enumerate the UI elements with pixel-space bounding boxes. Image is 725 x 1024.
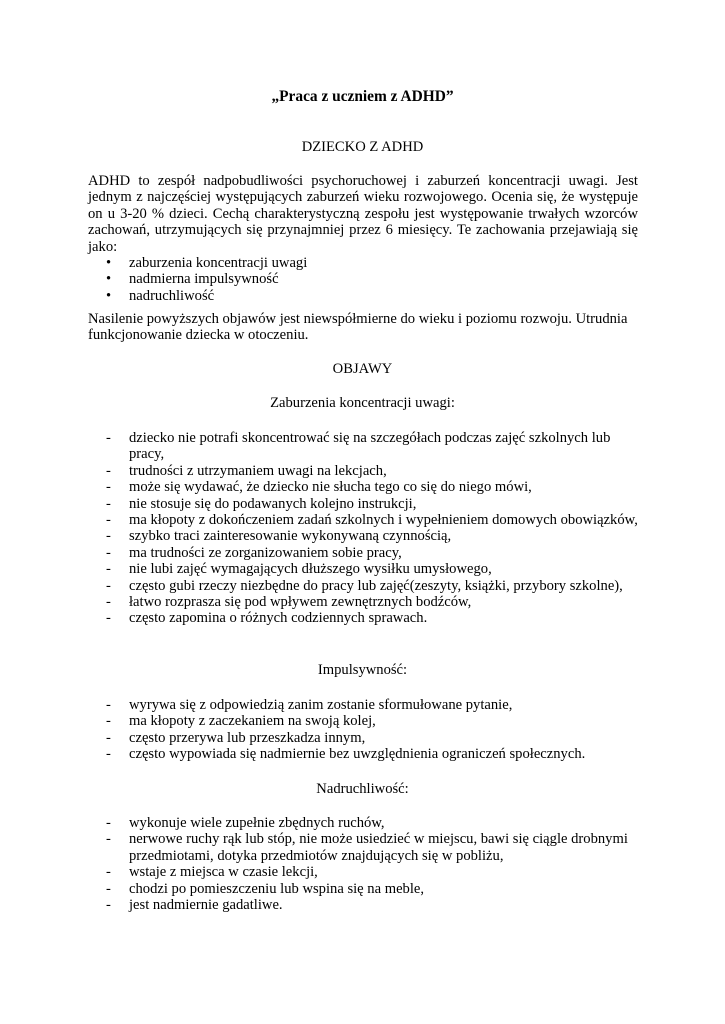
- subheading-impulsivity: Impulsywność:: [317, 662, 408, 678]
- list-item: - może się wydawać, że dziecko nie słucha tego co się do niego mówi,: [106, 479, 532, 496]
- subheading-hyperactivity: Nadruchliwość:: [316, 781, 409, 797]
- impulsivity-list: [106, 697, 646, 763]
- dash-icon: -: [106, 430, 111, 446]
- list-item: - często zapomina o różnych codziennych sprawach.: [106, 610, 428, 627]
- list-item: - często wypowiada się nadmiernie bez uwzględnienia ograniczeń społecznych.: [106, 746, 586, 763]
- list-item: - nie stosuje się do podawanych kolejno instrukcji,: [106, 495, 417, 512]
- list-item: - wstaje z miejsca w czasie lekcji,: [106, 864, 318, 881]
- list-item: - ma kłopoty z dokończeniem zadań szkolnych i wypełnieniem domowych obowiązków,: [106, 512, 638, 529]
- intro-paragraph: ADHD to zespół nadpobudliwości psychoruchowej i zaburzeń koncentracji uwagi. Jest jednym z najczęściej występujących zaburzeń wieku rozwojowego. Ocenia się, że występuje on u 3-20 % dzieci. Cechą charakterystyczną zespołu jest występowanie trwałych wzorców zachowań, utrzymujących się przynajmniej przez 6 miesięcy. Te zachowania przejawiają się jako:: [88, 173, 638, 255]
- section-heading-objawy: OBJAWY: [332, 361, 393, 377]
- bullet-item: • nadmierna impulsywność: [106, 271, 279, 288]
- dash-icon: -: [106, 713, 111, 730]
- intro-block: [88, 173, 638, 304]
- symptom-bullet-list: [88, 255, 638, 304]
- list-item: - ma trudności ze zorganizowaniem sobie pracy,: [106, 544, 402, 561]
- dash-icon: -: [106, 528, 111, 545]
- dash-icon: -: [106, 746, 111, 763]
- list-item: - wyrywa się z odpowiedzią zanim zostanie sformułowane pytanie,: [106, 697, 513, 713]
- bullet-item: • zaburzenia koncentracji uwagi: [106, 255, 308, 272]
- subheading-concentration: Zaburzenia koncentracji uwagi:: [270, 395, 455, 411]
- list-item: - wykonuje wiele zupełnie zbędnych ruchów,: [106, 815, 385, 831]
- list-item: - chodzi po pomieszczeniu lub wspina się na meble,: [106, 880, 425, 897]
- dash-icon: -: [106, 697, 111, 713]
- dash-icon: -: [106, 561, 111, 578]
- list-item: - często przerywa lub przeszkadza innym,: [106, 729, 366, 746]
- dash-icon: -: [106, 512, 111, 529]
- concentration-list: [106, 430, 646, 627]
- document-title: „Praca z uczniem z ADHD”: [271, 88, 454, 105]
- dash-icon: -: [106, 880, 111, 897]
- dash-icon: -: [106, 729, 111, 746]
- dash-icon: -: [106, 815, 111, 831]
- bullet-icon: •: [106, 271, 112, 288]
- list-item: - nie lubi zajęć wymagających dłuższego wysiłku umysłowego,: [106, 561, 492, 578]
- list-item: - łatwo rozprasza się pod wpływem zewnętrznych bodźców,: [106, 594, 472, 611]
- list-item: - trudności z utrzymaniem uwagi na lekcjach,: [106, 462, 387, 479]
- dash-icon: -: [106, 544, 111, 561]
- dash-icon: -: [106, 610, 111, 627]
- hyperactivity-list: [106, 815, 646, 913]
- dash-icon: -: [106, 495, 111, 512]
- closing-paragraph-block: [88, 311, 638, 344]
- dash-icon: -: [106, 897, 111, 914]
- dash-icon: -: [106, 594, 111, 611]
- list-item: - nerwowe ruchy rąk lub stóp, nie może usiedzieć w miejscu, bawi się ciągle drobnymi przedmiotami, dotyka przedmiotów znajdujących się w pobliżu,: [106, 831, 628, 864]
- closing-paragraph: Nasilenie powyższych objawów jest niewspółmierne do wieku i poziomu rozwoju. Utrudnia funkcjonowanie dziecka w otoczeniu.: [88, 311, 628, 344]
- dash-icon: -: [106, 864, 111, 881]
- list-item: - dziecko nie potrafi skoncentrować się na szczegółach podczas zajęć szkolnych lub pracy,: [106, 430, 611, 463]
- section-heading-dziecko: DZIECKO Z ADHD: [301, 139, 424, 155]
- list-item: - często gubi rzeczy niezbędne do pracy lub zajęć(zeszyty, książki, przybory szkolne),: [106, 577, 623, 594]
- bullet-icon: •: [106, 255, 112, 272]
- dash-icon: -: [106, 479, 111, 496]
- dash-icon: -: [106, 462, 111, 479]
- list-item: - jest nadmiernie gadatliwe.: [106, 897, 283, 914]
- bullet-item: • nadruchliwość: [106, 287, 215, 304]
- list-item: - ma kłopoty z zaczekaniem na swoją kolej,: [106, 713, 376, 730]
- dash-icon: -: [106, 577, 111, 594]
- list-item: - szybko traci zainteresowanie wykonywaną czynnością,: [106, 528, 452, 545]
- bullet-icon: •: [106, 287, 112, 304]
- dash-icon: -: [106, 831, 111, 848]
